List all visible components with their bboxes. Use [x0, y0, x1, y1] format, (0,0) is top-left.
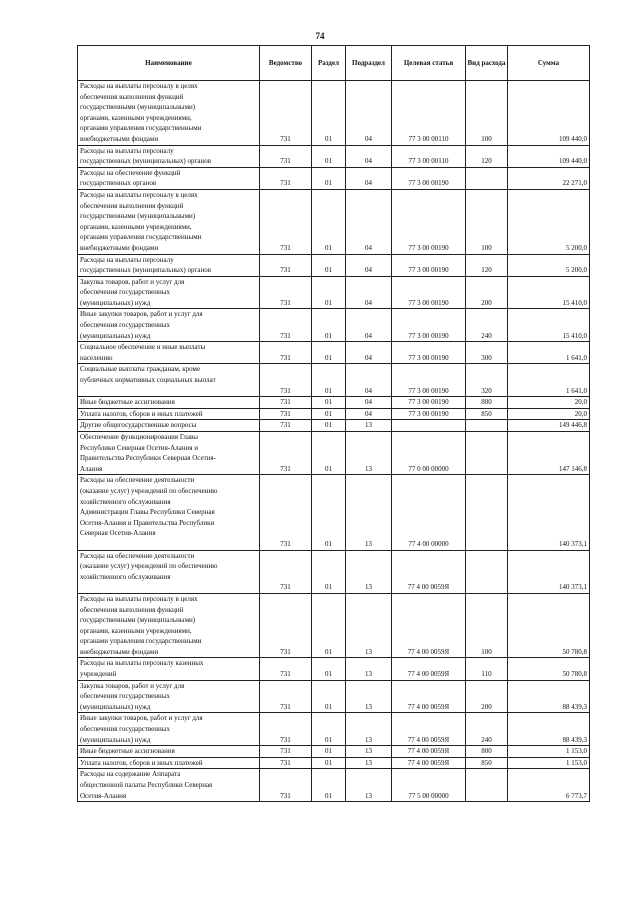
row-exptype: 240 — [466, 309, 508, 342]
row-dept: 731 — [260, 593, 312, 658]
table-row — [78, 342, 590, 364]
row-name-line: Осетия-Алания — [80, 791, 127, 800]
row-name-line — [80, 386, 257, 397]
table-row — [78, 550, 590, 593]
row-name-line: хозяйственного обслуживания — [80, 497, 171, 506]
row-name-line: органами, казенными учреждениями, — [80, 113, 192, 122]
row-name-line: общественной палаты Республики Северная — [80, 781, 213, 789]
table-row — [78, 757, 590, 769]
row-name-line: государственными (муниципальными) — [80, 212, 196, 221]
row-name — [78, 658, 260, 680]
row-name-line: Расходы на обеспечение функций — [80, 168, 181, 177]
row-subsection: 04 — [346, 167, 392, 189]
row-name-line — [80, 582, 257, 593]
row-sum: 1 153,0 — [508, 746, 590, 758]
row-exptype: 100 — [466, 593, 508, 658]
row-target: 77 4 00 0059Я — [392, 593, 466, 658]
row-section: 01 — [312, 397, 346, 409]
row-section: 01 — [312, 81, 346, 146]
row-dept: 731 — [260, 680, 312, 713]
row-sum: 140 373,1 — [508, 550, 590, 593]
row-section: 01 — [312, 680, 346, 713]
row-sum: 20,0 — [508, 397, 590, 409]
row-target: 77 3 00 00190 — [392, 167, 466, 189]
row-section: 01 — [312, 342, 346, 364]
row-sum: 88 439,3 — [508, 680, 590, 713]
table-row — [78, 475, 590, 550]
row-name-line: хозяйственного обслуживания — [80, 572, 171, 581]
row-name-line: Правительства Республики Северная Осетия- — [80, 454, 216, 463]
row-dept: 731 — [260, 432, 312, 475]
row-name — [78, 397, 260, 409]
row-section: 01 — [312, 364, 346, 397]
row-name-line: государственными (муниципальными) — [80, 103, 196, 112]
row-name-line: (муниципальных) нужд — [80, 702, 151, 711]
table-row — [78, 309, 590, 342]
row-name-line: Северная Осетия-Алания — [80, 529, 156, 538]
row-section: 01 — [312, 757, 346, 769]
table-row — [78, 432, 590, 475]
row-name-line: Расходы на содержание Аппарата — [80, 770, 181, 779]
row-name — [78, 276, 260, 309]
row-subsection: 13 — [346, 593, 392, 658]
row-name-line — [80, 539, 257, 550]
row-name-line: государственных (муниципальных) органов — [80, 266, 212, 275]
row-name-line: Уплата налогов, сборов и иных платежей — [80, 758, 203, 767]
row-sum: 1 641,0 — [508, 364, 590, 397]
row-name-line: органами, казенными учреждениями, — [80, 626, 192, 635]
row-name-line: (оказание услуг) учреждений по обеспечению — [80, 562, 218, 571]
row-name-line: (муниципальных) нужд — [80, 298, 151, 307]
row-name-line: органами управления государственными — [80, 233, 202, 242]
row-name-line: Алания — [80, 464, 103, 473]
table-row — [78, 769, 590, 802]
table-row — [78, 658, 590, 680]
row-dept: 731 — [260, 364, 312, 397]
row-subsection: 04 — [346, 276, 392, 309]
row-name-line: обеспечения выполнения функций — [80, 201, 184, 210]
row-target: 77 3 00 00190 — [392, 254, 466, 276]
row-name — [78, 550, 260, 593]
row-subsection: 13 — [346, 475, 392, 550]
row-exptype: 800 — [466, 746, 508, 758]
row-dept: 731 — [260, 397, 312, 409]
row-name-line: Закупка товаров, работ и услуг для — [80, 681, 185, 690]
row-target: 77 0 00 00000 — [392, 432, 466, 475]
row-sum: 22 271,0 — [508, 167, 590, 189]
row-section: 01 — [312, 309, 346, 342]
row-dept: 731 — [260, 254, 312, 276]
row-name-line: Уплата налогов, сборов и иных платежей — [80, 409, 203, 418]
row-dept: 731 — [260, 167, 312, 189]
row-subsection: 13 — [346, 757, 392, 769]
budget-table — [77, 45, 590, 802]
row-name — [78, 746, 260, 758]
row-section: 01 — [312, 145, 346, 167]
row-dept: 731 — [260, 475, 312, 550]
row-exptype: 110 — [466, 658, 508, 680]
row-section: 01 — [312, 475, 346, 550]
header-exptype: Вид расхода — [466, 46, 508, 81]
row-name-line: Осетия-Алания и Правительства Республики — [80, 518, 215, 527]
row-section: 01 — [312, 432, 346, 475]
row-subsection: 13 — [346, 550, 392, 593]
row-target: 77 3 00 00190 — [392, 364, 466, 397]
row-name-line: государственными (муниципальными) — [80, 616, 196, 625]
row-name-line: обеспечения государственных — [80, 692, 170, 701]
row-exptype — [466, 167, 508, 189]
row-target: 77 4 00 0059Я — [392, 757, 466, 769]
row-section: 01 — [312, 420, 346, 432]
row-target: 77 3 00 00190 — [392, 342, 466, 364]
row-section: 01 — [312, 167, 346, 189]
row-section: 01 — [312, 593, 346, 658]
row-dept: 731 — [260, 276, 312, 309]
row-subsection: 04 — [346, 81, 392, 146]
table-row — [78, 593, 590, 658]
row-name-line: обеспечения выполнения функций — [80, 92, 184, 101]
row-target: 77 3 00 00190 — [392, 189, 466, 254]
row-target: 77 5 00 00000 — [392, 769, 466, 802]
row-exptype — [466, 420, 508, 432]
row-exptype: 100 — [466, 189, 508, 254]
header-sum: Сумма — [508, 46, 590, 81]
row-exptype: 850 — [466, 408, 508, 420]
row-name-line: публичных нормативных социальных выплат — [80, 376, 216, 385]
table-row — [78, 167, 590, 189]
row-section: 01 — [312, 408, 346, 420]
row-sum: 15 410,0 — [508, 276, 590, 309]
row-sum: 5 200,0 — [508, 189, 590, 254]
table-row — [78, 746, 590, 758]
row-target: 77 3 00 00190 — [392, 309, 466, 342]
row-target: 77 4 00 0059Я — [392, 658, 466, 680]
row-name — [78, 713, 260, 746]
row-subsection: 04 — [346, 145, 392, 167]
row-name — [78, 769, 260, 802]
row-name-line: Расходы на выплаты персоналу в целях — [80, 82, 198, 90]
row-name — [78, 680, 260, 713]
row-sum: 1 641,0 — [508, 342, 590, 364]
row-subsection: 13 — [346, 658, 392, 680]
row-exptype — [466, 432, 508, 475]
row-section: 01 — [312, 254, 346, 276]
row-name-line: органами управления государственными — [80, 637, 202, 646]
row-subsection: 04 — [346, 397, 392, 409]
row-dept: 731 — [260, 713, 312, 746]
row-name-line: внебюджетными фондами — [80, 647, 159, 656]
table-row — [78, 145, 590, 167]
header-target: Целевая статья — [392, 46, 466, 81]
row-name-line: Расходы на обеспечение деятельности — [80, 551, 195, 560]
row-exptype: 120 — [466, 254, 508, 276]
row-name-line: Социальные выплаты гражданам, кроме — [80, 365, 201, 374]
row-name-line: Администрации Главы Республики Северная — [80, 508, 215, 517]
table-row — [78, 189, 590, 254]
row-subsection: 13 — [346, 746, 392, 758]
row-target: 77 3 00 00190 — [392, 397, 466, 409]
row-name-line: государственных органов — [80, 179, 157, 188]
row-name-line: Другие общегосударственные вопросы — [80, 421, 197, 430]
row-name — [78, 81, 260, 146]
row-name-line: (оказание услуг) учреждений по обеспечению — [80, 486, 218, 495]
row-name-line: государственных (муниципальных) органов — [80, 157, 212, 166]
row-dept: 731 — [260, 408, 312, 420]
row-dept: 731 — [260, 81, 312, 146]
row-sum: 5 200,0 — [508, 254, 590, 276]
row-target: 77 4 00 0059Я — [392, 746, 466, 758]
row-sum: 109 440,0 — [508, 145, 590, 167]
row-name-line: обеспечения государственных — [80, 321, 170, 330]
row-name-line: органами управления государственными — [80, 124, 202, 133]
row-dept: 731 — [260, 309, 312, 342]
row-target: 77 3 00 00190 — [392, 408, 466, 420]
row-target: 77 4 00 0059Я — [392, 713, 466, 746]
row-name-line: Социальное обеспечение и иные выплаты — [80, 343, 206, 352]
row-dept: 731 — [260, 145, 312, 167]
table-row — [78, 276, 590, 309]
row-name — [78, 475, 260, 550]
row-sum: 147 146,8 — [508, 432, 590, 475]
row-dept: 731 — [260, 757, 312, 769]
page-number: 74 — [315, 31, 325, 41]
row-subsection: 13 — [346, 432, 392, 475]
row-dept: 731 — [260, 342, 312, 364]
header-section: Раздел — [312, 46, 346, 81]
row-sum: 15 410,0 — [508, 309, 590, 342]
row-name-line: обеспечения государственных — [80, 725, 170, 734]
row-name — [78, 408, 260, 420]
row-sum: 149 446,8 — [508, 420, 590, 432]
row-sum: 88 439,3 — [508, 713, 590, 746]
row-subsection: 13 — [346, 680, 392, 713]
row-section: 01 — [312, 189, 346, 254]
row-name — [78, 145, 260, 167]
row-target — [392, 420, 466, 432]
row-target: 77 3 00 00110 — [392, 145, 466, 167]
row-exptype: 240 — [466, 713, 508, 746]
row-dept: 731 — [260, 420, 312, 432]
row-exptype — [466, 769, 508, 802]
row-subsection: 04 — [346, 364, 392, 397]
row-section: 01 — [312, 550, 346, 593]
row-section: 01 — [312, 746, 346, 758]
row-target: 77 4 00 0059Я — [392, 680, 466, 713]
row-name — [78, 309, 260, 342]
table-row — [78, 680, 590, 713]
row-name — [78, 189, 260, 254]
row-name — [78, 432, 260, 475]
header-name: Наименование — [78, 46, 260, 81]
row-name-line: Закупка товаров, работ и услуг для — [80, 277, 185, 286]
row-name-line: обеспечения государственных — [80, 288, 170, 297]
row-exptype: 100 — [466, 81, 508, 146]
table-row — [78, 81, 590, 146]
row-subsection: 04 — [346, 189, 392, 254]
row-sum: 140 373,1 — [508, 475, 590, 550]
row-name — [78, 254, 260, 276]
row-exptype: 120 — [466, 145, 508, 167]
row-name — [78, 364, 260, 397]
row-name-line: населению — [80, 353, 113, 362]
table-header-row — [78, 46, 590, 81]
row-name-line: Иные бюджетные ассигнования — [80, 398, 175, 407]
row-exptype: 200 — [466, 680, 508, 713]
row-exptype — [466, 550, 508, 593]
table-row — [78, 397, 590, 409]
row-name-line: внебюджетными фондами — [80, 243, 159, 252]
row-name-line: обеспечения выполнения функций — [80, 605, 184, 614]
table-row — [78, 364, 590, 397]
row-dept: 731 — [260, 769, 312, 802]
header-dept: Ведомство — [260, 46, 312, 81]
table-row — [78, 408, 590, 420]
row-exptype: 320 — [466, 364, 508, 397]
row-name-line: Расходы на выплаты персоналу в целях — [80, 594, 198, 603]
row-exptype: 300 — [466, 342, 508, 364]
row-subsection: 13 — [346, 420, 392, 432]
table-row — [78, 713, 590, 746]
row-name — [78, 420, 260, 432]
row-section: 01 — [312, 276, 346, 309]
header-subsection: Подраздел — [346, 46, 392, 81]
row-name — [78, 757, 260, 769]
row-name — [78, 593, 260, 658]
row-target: 77 3 00 00110 — [392, 81, 466, 146]
row-sum: 50 780,8 — [508, 593, 590, 658]
row-dept: 731 — [260, 550, 312, 593]
row-section: 01 — [312, 658, 346, 680]
row-sum: 20,0 — [508, 408, 590, 420]
row-name-line: Расходы на обеспечение деятельности — [80, 476, 195, 485]
row-subsection: 04 — [346, 342, 392, 364]
row-name-line: Иные бюджетные ассигнования — [80, 747, 175, 756]
row-name-line: Обеспечение функционирования Главы — [80, 433, 198, 441]
row-sum: 50 780,8 — [508, 658, 590, 680]
row-subsection: 13 — [346, 713, 392, 746]
table-row — [78, 254, 590, 276]
row-name-line: (муниципальных) нужд — [80, 331, 151, 340]
row-section: 01 — [312, 769, 346, 802]
row-subsection: 04 — [346, 408, 392, 420]
row-sum: 109 440,0 — [508, 81, 590, 146]
row-name-line: органами, казенными учреждениями, — [80, 222, 192, 231]
row-name-line: внебюджетными фондами — [80, 134, 159, 143]
row-exptype: 200 — [466, 276, 508, 309]
row-exptype: 800 — [466, 397, 508, 409]
row-sum: 1 153,0 — [508, 757, 590, 769]
row-subsection: 04 — [346, 309, 392, 342]
row-dept: 731 — [260, 189, 312, 254]
row-name-line: Республики Северная Осетия-Алания и — [80, 443, 198, 452]
row-name-line: Расходы на выплаты персоналу — [80, 146, 174, 155]
table-row — [78, 420, 590, 432]
row-target: 77 4 00 00000 — [392, 475, 466, 550]
row-subsection: 13 — [346, 769, 392, 802]
row-exptype — [466, 475, 508, 550]
row-name — [78, 342, 260, 364]
row-name-line: Иные закупки товаров, работ и услуг для — [80, 714, 203, 723]
row-name-line: (муниципальных) нужд — [80, 735, 151, 744]
row-name-line: Расходы на выплаты персоналу в целях — [80, 190, 198, 199]
row-target: 77 3 00 00190 — [392, 276, 466, 309]
row-name — [78, 167, 260, 189]
row-name-line: учреждений — [80, 670, 117, 679]
row-name-line: Иные закупки товаров, работ и услуг для — [80, 310, 203, 319]
row-subsection: 04 — [346, 254, 392, 276]
row-dept: 731 — [260, 658, 312, 680]
table-body — [78, 81, 590, 802]
row-exptype: 850 — [466, 757, 508, 769]
row-dept: 731 — [260, 746, 312, 758]
row-sum: 6 773,7 — [508, 769, 590, 802]
row-name-line: Расходы на выплаты персоналу казенных — [80, 659, 204, 668]
row-name-line: Расходы на выплаты персоналу — [80, 255, 174, 264]
row-target: 77 4 00 0059Я — [392, 550, 466, 593]
row-section: 01 — [312, 713, 346, 746]
